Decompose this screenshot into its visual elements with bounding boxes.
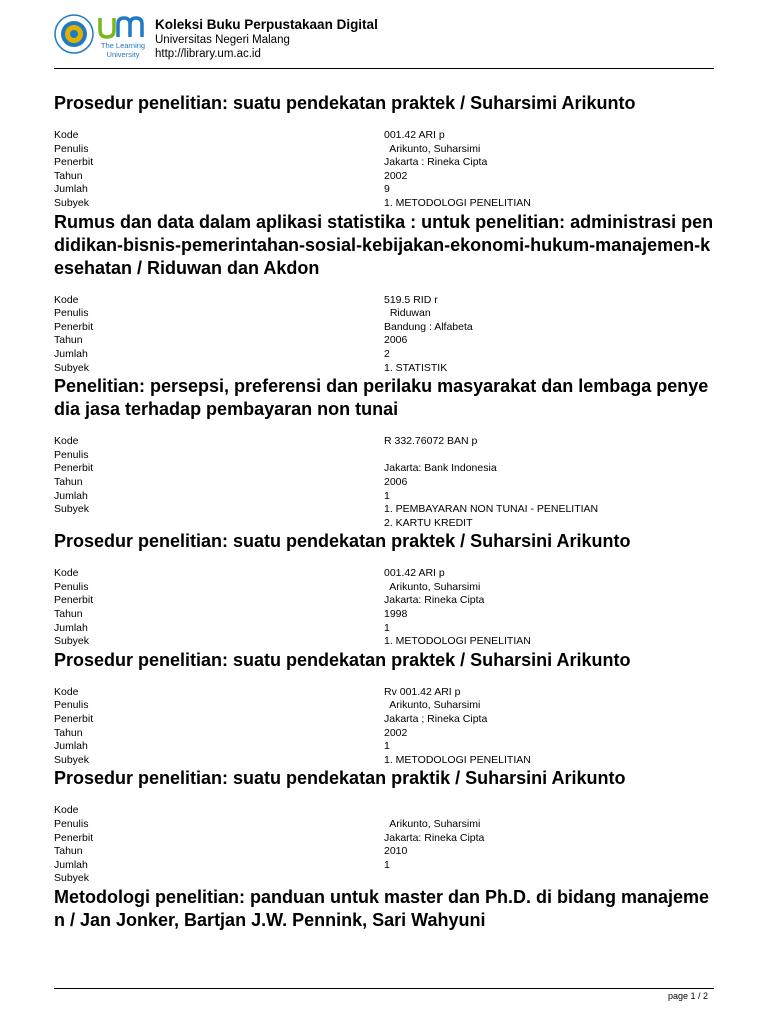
um-logo-mark <box>96 14 150 40</box>
field-value: 1 <box>384 740 390 753</box>
book-record <box>54 886 718 932</box>
field-penerbit <box>54 321 718 335</box>
field-label: Jumlah <box>54 347 88 360</box>
field-kode <box>54 129 718 143</box>
field-value: Arikunto, Suharsimi <box>384 580 481 593</box>
field-penulis <box>54 307 718 321</box>
field-value: 2002 <box>384 726 408 739</box>
field-subyek <box>54 635 718 649</box>
field-subyek <box>54 197 718 211</box>
page-number: page 1 / 2 <box>667 991 708 1001</box>
field-value: Jakarta: Rineka Cipta <box>384 831 485 844</box>
field-label: Penulis <box>54 307 89 320</box>
field-jumlah <box>54 859 718 873</box>
field-label: Penerbit <box>54 713 94 726</box>
field-value: 1. METODOLOGI PENELITIAN <box>384 753 531 766</box>
field-penulis <box>54 449 718 463</box>
footer-divider <box>54 988 714 989</box>
field-value: 2010 <box>384 845 408 858</box>
book-title[interactable]: Prosedur penelitian: suatu pendekatan praktik / Suharsini Arikunto <box>54 768 626 789</box>
field-subyek <box>54 362 718 376</box>
field-label: Penerbit <box>54 462 94 475</box>
field-value <box>384 804 718 818</box>
field-label: Kode <box>54 293 79 306</box>
field-tahun <box>54 334 718 348</box>
field-label: Tahun <box>54 608 83 621</box>
field-label: Jumlah <box>54 489 88 502</box>
field-penerbit <box>54 462 718 476</box>
field-value: 2 <box>384 347 390 360</box>
field-value <box>384 872 718 886</box>
field-label: Penulis <box>54 448 89 461</box>
field-label: Kode <box>54 129 79 141</box>
field-value: 1 <box>384 489 390 502</box>
field-value: Jakarta : Rineka Cipta <box>384 156 488 169</box>
field-label: Tahun <box>54 475 83 488</box>
field-value: R 332.76072 BAN p <box>384 435 478 448</box>
field-tahun <box>54 476 718 490</box>
field-tahun <box>54 845 718 859</box>
field-kode <box>54 435 718 449</box>
field-value: Jakarta ; Rineka Cipta <box>384 713 488 726</box>
field-label: Subyek <box>54 872 90 885</box>
field-value: 1. METODOLOGI PENELITIAN <box>384 635 531 648</box>
field-label: Penulis <box>54 699 89 712</box>
book-fields <box>54 435 718 530</box>
field-label: Penerbit <box>54 320 94 333</box>
book-record <box>54 530 718 649</box>
field-kode <box>54 804 718 818</box>
book-record <box>54 649 718 768</box>
field-value: 2006 <box>384 475 408 488</box>
book-record <box>54 211 718 376</box>
field-value: 1. STATISTIK <box>384 361 448 374</box>
field-label: Jumlah <box>54 858 88 871</box>
field-tahun <box>54 170 718 184</box>
field-value: 2006 <box>384 334 408 347</box>
field-penerbit <box>54 713 718 727</box>
field-label: Jumlah <box>54 183 88 196</box>
field-label: Tahun <box>54 334 83 347</box>
field-value: 9 <box>384 183 390 196</box>
field-kode <box>54 686 718 700</box>
field-value: 1998 <box>384 608 408 621</box>
field-label: Kode <box>54 804 79 817</box>
header-divider <box>54 68 714 69</box>
field-label: Subyek <box>54 635 90 648</box>
book-title[interactable]: Penelitian: persepsi, preferensi dan perilaku masyarakat dan lembaga penyedia jasa terhadap pembayaran non tunai <box>54 376 709 420</box>
field-penerbit <box>54 594 718 608</box>
field-label: Kode <box>54 435 79 448</box>
field-value: Riduwan <box>384 307 431 320</box>
field-value: 001.42 ARI p <box>384 567 445 580</box>
field-value: 519.5 RID r <box>384 293 438 306</box>
book-fields <box>54 294 718 376</box>
field-value: Arikunto, Suharsimi <box>384 142 481 155</box>
book-title[interactable]: Prosedur penelitian: suatu pendekatan praktek / Suharsini Arikunto <box>54 649 631 670</box>
book-title[interactable]: Rumus dan data dalam aplikasi statistika : untuk penelitian: administrasi pendidikan-bisnis-pemerintahan-sosial-kebijakan-ekonomi-hukum-manajemen-kesehatan / Riduwan dan Akdon <box>54 211 714 278</box>
field-label: Penulis <box>54 142 89 155</box>
field-penerbit <box>54 156 718 170</box>
field-subyek-cont <box>54 517 718 531</box>
book-fields <box>54 686 718 768</box>
field-value: Arikunto, Suharsimi <box>384 818 481 830</box>
field-label: Penerbit <box>54 594 94 607</box>
field-label: Subyek <box>54 361 90 374</box>
field-value: Jakarta: Rineka Cipta <box>384 594 485 607</box>
field-penerbit <box>54 832 718 846</box>
field-label: Jumlah <box>54 740 88 753</box>
field-value <box>384 449 718 463</box>
field-subyek <box>54 872 718 886</box>
book-fields <box>54 129 718 211</box>
field-value: 001.42 ARI p <box>384 129 445 141</box>
field-value: 2. KARTU KREDIT <box>384 516 473 529</box>
book-record <box>54 92 718 211</box>
field-label: Tahun <box>54 169 83 182</box>
university-seal-logo <box>54 14 94 54</box>
field-value: 1 <box>384 621 390 634</box>
book-title[interactable]: Prosedur penelitian: suatu pendekatan praktek / Suharsini Arikunto <box>54 531 631 552</box>
field-penulis <box>54 818 718 832</box>
field-jumlah <box>54 348 718 362</box>
field-value: 1 <box>384 858 390 871</box>
field-value: Arikunto, Suharsimi <box>384 699 481 712</box>
field-penulis <box>54 581 718 595</box>
field-label: Subyek <box>54 196 90 209</box>
book-fields <box>54 804 718 886</box>
field-label: Penulis <box>54 580 89 593</box>
um-logo <box>96 14 150 62</box>
book-record <box>54 375 718 530</box>
field-jumlah <box>54 622 718 636</box>
field-kode <box>54 567 718 581</box>
field-subyek <box>54 503 718 517</box>
field-penulis <box>54 699 718 713</box>
field-label-empty <box>54 517 384 531</box>
field-value: 2002 <box>384 169 408 182</box>
university-name: Universitas Negeri Malang <box>155 34 290 46</box>
page-header <box>54 10 714 68</box>
field-value: Rv 001.42 ARI p <box>384 685 461 698</box>
logo-tagline: The Learning University <box>100 41 146 59</box>
field-label: Penerbit <box>54 156 94 169</box>
field-subyek <box>54 754 718 768</box>
field-label: Penerbit <box>54 831 94 844</box>
field-value: 1. METODOLOGI PENELITIAN <box>384 196 531 209</box>
field-label: Kode <box>54 685 79 698</box>
field-tahun <box>54 727 718 741</box>
records-list <box>54 92 718 946</box>
field-label: Subyek <box>54 503 90 516</box>
field-tahun <box>54 608 718 622</box>
field-kode <box>54 294 718 308</box>
field-label: Jumlah <box>54 621 88 634</box>
library-url[interactable]: http://library.um.ac.id <box>155 48 261 60</box>
site-title: Koleksi Buku Perpustakaan Digital <box>155 17 378 32</box>
book-title[interactable]: Prosedur penelitian: suatu pendekatan praktek / Suharsimi Arikunto <box>54 93 636 113</box>
field-value: Bandung : Alfabeta <box>384 320 473 333</box>
field-jumlah <box>54 740 718 754</box>
field-label: Tahun <box>54 845 83 858</box>
field-jumlah <box>54 490 718 504</box>
field-label: Tahun <box>54 726 83 739</box>
field-label: Penulis <box>54 818 89 830</box>
field-label: Subyek <box>54 753 90 766</box>
field-penulis <box>54 143 718 157</box>
field-label: Kode <box>54 567 79 580</box>
book-fields <box>54 567 718 649</box>
field-value: Jakarta: Bank Indonesia <box>384 462 497 475</box>
header-text <box>155 16 378 61</box>
book-record <box>54 767 718 886</box>
book-title[interactable]: Metodologi penelitian: panduan untuk master dan Ph.D. di bidang manajemen / Jan Jonker, Bartjan J.W. Pennink, Sari Wahyuni <box>54 886 710 930</box>
field-jumlah <box>54 183 718 197</box>
field-value: 1. PEMBAYARAN NON TUNAI - PENELITIAN <box>384 503 599 516</box>
